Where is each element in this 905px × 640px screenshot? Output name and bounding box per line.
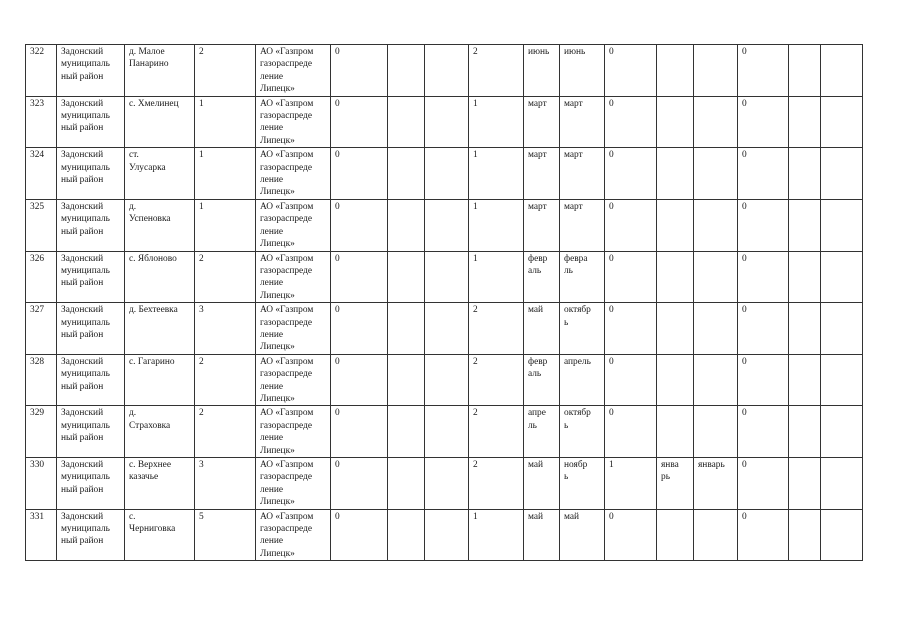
- col6-cell: [331, 406, 388, 458]
- col16-cell: [789, 96, 821, 148]
- col6-cell-text: 0: [335, 460, 340, 470]
- count-cell-text: 2: [199, 47, 204, 57]
- organization-cell: [256, 458, 331, 510]
- col15-cell: [738, 199, 789, 251]
- end-month-cell: [560, 509, 605, 561]
- end-month-cell-text: октябр ь: [564, 408, 591, 431]
- col14-cell: [694, 96, 738, 148]
- col13-cell-text: янва рь: [661, 460, 679, 483]
- row-number-text: 325: [30, 201, 45, 212]
- col15-cell-text: 0: [742, 408, 747, 419]
- district-cell: [57, 96, 125, 148]
- col15-cell-text: 0: [742, 356, 747, 367]
- col16-cell: [789, 199, 821, 251]
- col9-cell-text: 2: [473, 460, 478, 470]
- col15-cell: [738, 45, 789, 97]
- col16-cell: [789, 148, 821, 200]
- end-month-cell-text: март: [564, 201, 583, 212]
- organization-cell: [256, 199, 331, 251]
- col9-cell-text: 1: [473, 511, 478, 522]
- col15-cell-text: 0: [742, 201, 747, 212]
- col16-cell: [789, 251, 821, 303]
- col9-cell-text: 1: [473, 150, 478, 161]
- col15-cell: [738, 509, 789, 561]
- col6-cell: [331, 45, 388, 97]
- col15-cell: [738, 148, 789, 200]
- settlement-cell-text: д. Бехтеевка: [129, 305, 178, 316]
- row-number-text: 331: [30, 511, 45, 522]
- district-cell-text: Задонский муниципаль ный район: [61, 460, 110, 495]
- col16-cell: [789, 303, 821, 355]
- col6-cell-text: 0: [335, 98, 340, 109]
- col6-cell-text: 0: [335, 253, 340, 264]
- col12-cell-text: 0: [609, 356, 614, 367]
- end-month-cell: [560, 354, 605, 406]
- settlement-cell: [125, 458, 195, 510]
- col9-cell: [469, 458, 524, 510]
- col13-cell: [657, 354, 694, 406]
- settlement-cell: [125, 148, 195, 200]
- start-month-cell: [524, 303, 560, 355]
- end-month-cell-text: май: [564, 511, 580, 522]
- col15-cell: [738, 96, 789, 148]
- row-number: [26, 148, 57, 200]
- col9-cell-text: 2: [473, 47, 478, 57]
- table-row: [26, 45, 863, 97]
- col9-cell-text: 1: [473, 201, 478, 212]
- count-cell: [195, 354, 256, 406]
- col14-cell: [694, 303, 738, 355]
- col9-cell: [469, 303, 524, 355]
- district-cell-text: Задонский муниципаль ный район: [61, 98, 110, 134]
- col7-cell: [388, 458, 425, 510]
- col8-cell: [425, 45, 469, 97]
- col12-cell-text: 1: [609, 460, 614, 470]
- col12-cell: [605, 199, 657, 251]
- table-row: [26, 148, 863, 200]
- col12-cell-text: 0: [609, 150, 614, 161]
- col17-cell: [821, 199, 863, 251]
- end-month-cell-text: апрель: [564, 356, 591, 367]
- end-month-cell: [560, 406, 605, 458]
- col7-cell: [388, 96, 425, 148]
- table-row: [26, 303, 863, 355]
- organization-cell: [256, 251, 331, 303]
- col8-cell: [425, 458, 469, 510]
- settlement-cell-text: с. Черниговка: [129, 511, 176, 535]
- col13-cell: [657, 303, 694, 355]
- count-cell-text: 3: [199, 460, 204, 470]
- settlement-cell: [125, 199, 195, 251]
- row-number-text: 326: [30, 253, 45, 264]
- table-row: [26, 406, 863, 458]
- col7-cell: [388, 45, 425, 97]
- col14-cell: [694, 509, 738, 561]
- col12-cell: [605, 45, 657, 97]
- col16-cell: [789, 45, 821, 97]
- start-month-cell-text: май: [528, 305, 544, 316]
- col8-cell: [425, 199, 469, 251]
- col9-cell: [469, 354, 524, 406]
- col14-cell: [694, 45, 738, 97]
- col12-cell: [605, 303, 657, 355]
- count-cell: [195, 45, 256, 97]
- col12-cell: [605, 354, 657, 406]
- end-month-cell: [560, 148, 605, 200]
- count-cell: [195, 251, 256, 303]
- row-number: [26, 251, 57, 303]
- organization-cell-text: АО «Газпром газораспреде ление Липецк»: [260, 47, 314, 95]
- col8-cell: [425, 148, 469, 200]
- start-month-cell-text: февр аль: [528, 253, 548, 276]
- col15-cell-text: 0: [742, 305, 747, 316]
- start-month-cell-text: июнь: [528, 47, 550, 57]
- count-cell-text: 2: [199, 408, 204, 419]
- organization-cell-text: АО «Газпром газораспреде ление Липецк»: [260, 408, 314, 456]
- col6-cell-text: 0: [335, 408, 340, 419]
- col17-cell: [821, 406, 863, 458]
- district-cell-text: Задонский муниципаль ный район: [61, 253, 110, 289]
- organization-cell: [256, 354, 331, 406]
- col9-cell-text: 1: [473, 98, 478, 109]
- col7-cell: [388, 509, 425, 561]
- district-cell-text: Задонский муниципаль ный район: [61, 201, 110, 237]
- col17-cell: [821, 148, 863, 200]
- col12-cell: [605, 406, 657, 458]
- col14-cell: [694, 458, 738, 510]
- col9-cell: [469, 45, 524, 97]
- start-month-cell-text: апре ль: [528, 408, 546, 431]
- start-month-cell-text: май: [528, 460, 544, 470]
- count-cell-text: 1: [199, 150, 204, 161]
- district-cell-text: Задонский муниципаль ный район: [61, 47, 110, 82]
- start-month-cell-text: март: [528, 150, 547, 161]
- col15-cell: [738, 458, 789, 510]
- col14-cell: [694, 199, 738, 251]
- organization-cell: [256, 148, 331, 200]
- end-month-cell-text: март: [564, 150, 583, 161]
- settlement-cell: [125, 45, 195, 97]
- district-cell: [57, 45, 125, 97]
- col12-cell: [605, 509, 657, 561]
- col13-cell: [657, 148, 694, 200]
- start-month-cell: [524, 148, 560, 200]
- col12-cell: [605, 148, 657, 200]
- data-table: [25, 44, 863, 561]
- col15-cell: [738, 251, 789, 303]
- col16-cell: [789, 406, 821, 458]
- settlement-cell: [125, 303, 195, 355]
- col12-cell-text: 0: [609, 305, 614, 316]
- end-month-cell-text: март: [564, 98, 583, 109]
- col6-cell-text: 0: [335, 305, 340, 316]
- row-number: [26, 458, 57, 510]
- end-month-cell-text: октябр ь: [564, 305, 591, 328]
- col15-cell: [738, 406, 789, 458]
- organization-cell-text: АО «Газпром газораспреде ление Липецк»: [260, 356, 314, 404]
- col9-cell: [469, 96, 524, 148]
- table-row: [26, 458, 863, 510]
- col14-cell-text: январь: [698, 460, 725, 470]
- col12-cell-text: 0: [609, 253, 614, 264]
- col12-cell-text: 0: [609, 408, 614, 419]
- col9-cell: [469, 199, 524, 251]
- settlement-cell-text: д. Успеновка: [129, 201, 171, 225]
- col6-cell-text: 0: [335, 201, 340, 212]
- col14-cell: [694, 354, 738, 406]
- settlement-cell: [125, 509, 195, 561]
- col12-cell: [605, 458, 657, 510]
- row-number-text: 327: [30, 305, 45, 316]
- col7-cell: [388, 199, 425, 251]
- col13-cell: [657, 251, 694, 303]
- count-cell-text: 3: [199, 305, 204, 316]
- count-cell: [195, 509, 256, 561]
- table-row: [26, 199, 863, 251]
- count-cell-text: 5: [199, 511, 204, 522]
- table-row: [26, 251, 863, 303]
- col13-cell: [657, 96, 694, 148]
- col15-cell: [738, 303, 789, 355]
- start-month-cell: [524, 458, 560, 510]
- organization-cell: [256, 45, 331, 97]
- organization-cell-text: АО «Газпром газораспреде ление Липецк»: [260, 150, 314, 198]
- col13-cell: [657, 45, 694, 97]
- end-month-cell: [560, 303, 605, 355]
- organization-cell: [256, 509, 331, 561]
- count-cell: [195, 303, 256, 355]
- organization-cell-text: АО «Газпром газораспреде ление Липецк»: [260, 98, 314, 146]
- col15-cell: [738, 354, 789, 406]
- col6-cell: [331, 251, 388, 303]
- col12-cell-text: 0: [609, 511, 614, 522]
- col12-cell-text: 0: [609, 47, 614, 57]
- col9-cell: [469, 251, 524, 303]
- settlement-cell-text: с. Верхнее казачье: [129, 460, 171, 483]
- settlement-cell-text: с. Гагарино: [129, 356, 175, 367]
- table-row: [26, 509, 863, 561]
- settlement-cell: [125, 96, 195, 148]
- settlement-cell-text: ст. Улусарка: [129, 150, 166, 173]
- row-number: [26, 303, 57, 355]
- organization-cell-text: АО «Газпром газораспреде ление Липецк»: [260, 305, 314, 353]
- col17-cell: [821, 45, 863, 97]
- col6-cell: [331, 148, 388, 200]
- start-month-cell: [524, 199, 560, 251]
- organization-cell-text: АО «Газпром газораспреде ление Липецк»: [260, 511, 314, 559]
- col6-cell: [331, 96, 388, 148]
- col7-cell: [388, 251, 425, 303]
- district-cell-text: Задонский муниципаль ный район: [61, 150, 110, 186]
- col6-cell: [331, 509, 388, 561]
- start-month-cell: [524, 509, 560, 561]
- col9-cell-text: 2: [473, 356, 478, 367]
- col17-cell: [821, 354, 863, 406]
- col6-cell-text: 0: [335, 47, 340, 57]
- col8-cell: [425, 303, 469, 355]
- col17-cell: [821, 96, 863, 148]
- col16-cell: [789, 509, 821, 561]
- count-cell: [195, 458, 256, 510]
- district-cell: [57, 303, 125, 355]
- col17-cell: [821, 303, 863, 355]
- col17-cell: [821, 458, 863, 510]
- end-month-cell-text: июнь: [564, 47, 586, 57]
- count-cell-text: 2: [199, 253, 204, 264]
- district-cell-text: Задонский муниципаль ный район: [61, 408, 110, 444]
- col15-cell-text: 0: [742, 253, 747, 264]
- settlement-cell-text: с. Хмелинец: [129, 98, 179, 109]
- col12-cell-text: 0: [609, 201, 614, 212]
- col17-cell: [821, 509, 863, 561]
- organization-cell-text: АО «Газпром газораспреде ление Липецк»: [260, 460, 314, 508]
- col7-cell: [388, 354, 425, 406]
- col9-cell-text: 2: [473, 408, 478, 419]
- start-month-cell: [524, 251, 560, 303]
- start-month-cell: [524, 45, 560, 97]
- col7-cell: [388, 148, 425, 200]
- count-cell-text: 1: [199, 201, 204, 212]
- col13-cell: [657, 458, 694, 510]
- start-month-cell-text: март: [528, 98, 547, 109]
- row-number-text: 328: [30, 356, 45, 367]
- district-cell: [57, 354, 125, 406]
- col6-cell: [331, 303, 388, 355]
- row-number: [26, 96, 57, 148]
- start-month-cell-text: февр аль: [528, 356, 548, 380]
- col14-cell: [694, 148, 738, 200]
- count-cell: [195, 96, 256, 148]
- col15-cell-text: 0: [742, 98, 747, 109]
- settlement-cell-text: д. Страховка: [129, 408, 171, 431]
- col6-cell: [331, 354, 388, 406]
- organization-cell: [256, 406, 331, 458]
- organization-cell-text: АО «Газпром газораспреде ление Липецк»: [260, 201, 314, 250]
- start-month-cell-text: март: [528, 201, 547, 212]
- col12-cell: [605, 251, 657, 303]
- col14-cell: [694, 406, 738, 458]
- row-number: [26, 354, 57, 406]
- col7-cell: [388, 406, 425, 458]
- row-number-text: 322: [30, 47, 45, 57]
- settlement-cell-text: д. Малое Панарино: [129, 47, 169, 70]
- row-number: [26, 199, 57, 251]
- district-cell: [57, 148, 125, 200]
- col6-cell: [331, 199, 388, 251]
- end-month-cell: [560, 458, 605, 510]
- end-month-cell-text: февра ль: [564, 253, 588, 276]
- district-cell-text: Задонский муниципаль ный район: [61, 305, 110, 340]
- row-number: [26, 509, 57, 561]
- col6-cell-text: 0: [335, 150, 340, 161]
- col9-cell-text: 2: [473, 305, 478, 316]
- col16-cell: [789, 354, 821, 406]
- end-month-cell: [560, 45, 605, 97]
- end-month-cell: [560, 199, 605, 251]
- col13-cell: [657, 199, 694, 251]
- col8-cell: [425, 96, 469, 148]
- col16-cell: [789, 458, 821, 510]
- col13-cell: [657, 406, 694, 458]
- col15-cell-text: 0: [742, 511, 747, 522]
- col17-cell: [821, 251, 863, 303]
- table-body: [26, 45, 863, 561]
- col15-cell-text: 0: [742, 460, 747, 470]
- end-month-cell-text: ноябр ь: [564, 460, 588, 483]
- end-month-cell: [560, 251, 605, 303]
- row-number-text: 324: [30, 150, 45, 161]
- col13-cell: [657, 509, 694, 561]
- col12-cell: [605, 96, 657, 148]
- district-cell-text: Задонский муниципаль ный район: [61, 356, 110, 392]
- count-cell: [195, 199, 256, 251]
- row-number: [26, 45, 57, 97]
- col8-cell: [425, 251, 469, 303]
- settlement-cell-text: с. Яблоново: [129, 253, 177, 264]
- count-cell: [195, 148, 256, 200]
- count-cell: [195, 406, 256, 458]
- col15-cell-text: 0: [742, 150, 747, 161]
- start-month-cell: [524, 354, 560, 406]
- district-cell-text: Задонский муниципаль ный район: [61, 511, 110, 547]
- col9-cell-text: 1: [473, 253, 478, 264]
- row-number-text: 323: [30, 98, 45, 109]
- district-cell: [57, 509, 125, 561]
- organization-cell: [256, 96, 331, 148]
- col6-cell-text: 0: [335, 511, 340, 522]
- settlement-cell: [125, 354, 195, 406]
- row-number-text: 330: [30, 460, 45, 470]
- start-month-cell: [524, 96, 560, 148]
- col15-cell-text: 0: [742, 47, 747, 57]
- col9-cell: [469, 509, 524, 561]
- start-month-cell: [524, 406, 560, 458]
- count-cell-text: 2: [199, 356, 204, 367]
- col6-cell: [331, 458, 388, 510]
- start-month-cell-text: май: [528, 511, 544, 522]
- col12-cell-text: 0: [609, 98, 614, 109]
- district-cell: [57, 251, 125, 303]
- col8-cell: [425, 406, 469, 458]
- district-cell: [57, 406, 125, 458]
- col9-cell: [469, 406, 524, 458]
- district-cell: [57, 199, 125, 251]
- col9-cell: [469, 148, 524, 200]
- col6-cell-text: 0: [335, 356, 340, 367]
- table-row: [26, 96, 863, 148]
- row-number: [26, 406, 57, 458]
- end-month-cell: [560, 96, 605, 148]
- organization-cell-text: АО «Газпром газораспреде ление Липецк»: [260, 253, 314, 301]
- organization-cell: [256, 303, 331, 355]
- table-row: [26, 354, 863, 406]
- col8-cell: [425, 509, 469, 561]
- settlement-cell: [125, 251, 195, 303]
- settlement-cell: [125, 406, 195, 458]
- col8-cell: [425, 354, 469, 406]
- row-number-text: 329: [30, 408, 45, 419]
- col7-cell: [388, 303, 425, 355]
- count-cell-text: 1: [199, 98, 204, 109]
- col14-cell: [694, 251, 738, 303]
- district-cell: [57, 458, 125, 510]
